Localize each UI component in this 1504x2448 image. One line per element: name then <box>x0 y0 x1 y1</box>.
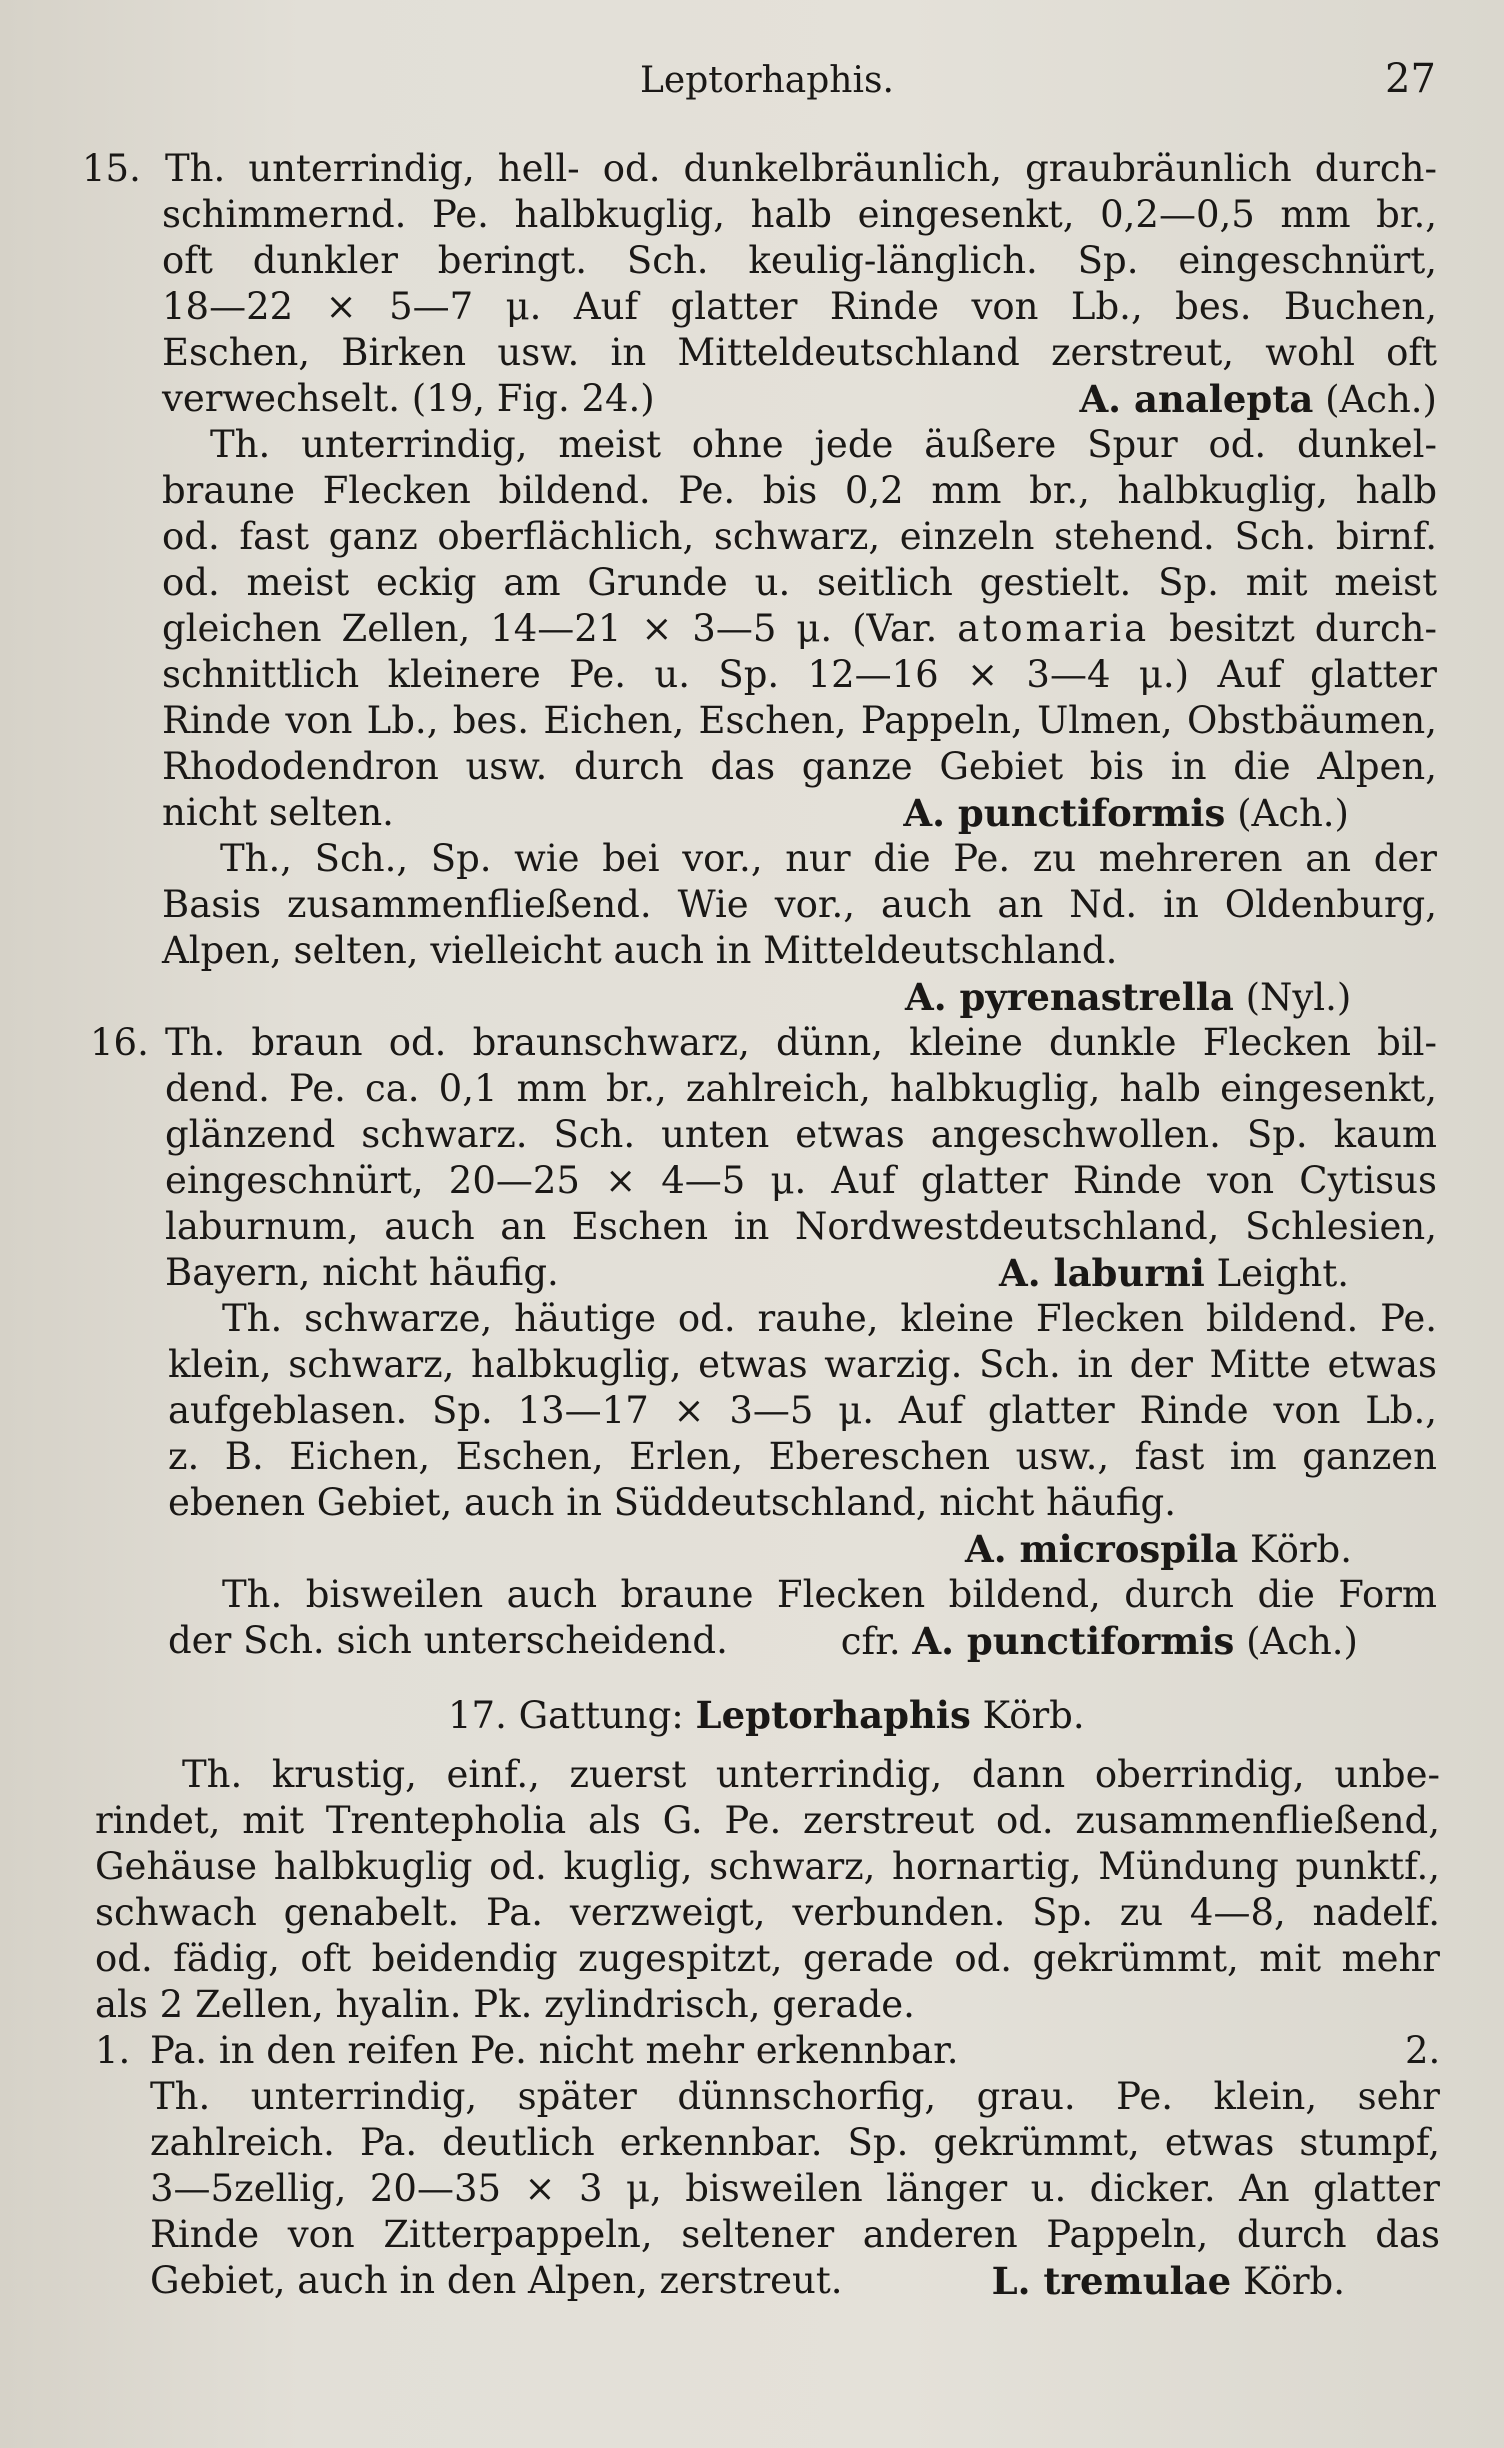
line-text: verwechselt. (19, Fig. 24.) <box>162 377 655 420</box>
text-line: rindet, mit Trentepholia als G. Pe. zerstreut od. zusammenfließend, <box>95 1799 1440 1842</box>
species-binomial: A. analepta <box>1079 377 1314 421</box>
text-line: Eschen, Birken usw. in Mitteldeutschland zerstreut, wohl oft <box>162 331 1437 374</box>
line-text: der Sch. sich unterscheidend. <box>168 1619 728 1662</box>
text-line <box>168 1618 1358 1664</box>
species-binomial: A. punctiformis <box>912 1619 1235 1663</box>
page-number: 27 <box>1385 56 1436 102</box>
key-reference: 2. <box>1405 2029 1441 2072</box>
species-name <box>841 1618 1358 1665</box>
text-line: dend. Pe. ca. 0,1 mm br., zahlreich, halbkuglig, halb eingesenkt, <box>165 1067 1437 1110</box>
text-line: Th. braun od. braunschwarz, dünn, kleine dunkle Flecken bil- <box>165 1021 1437 1064</box>
text-line: Th. unterrindig, meist ohne jede äußere Spur od. dunkel- <box>210 423 1437 466</box>
species-author: Körb. <box>1242 2260 1345 2303</box>
text-line: als 2 Zellen, hyalin. Pk. zylindrisch, gerade. <box>95 1983 915 2026</box>
text-line: Th. unterrindig, später dünnschorfig, grau. Pe. klein, sehr <box>150 2075 1440 2118</box>
text-line: Gehäuse halbkuglig od. kuglig, schwarz, hornartig, Mündung punktf., <box>95 1845 1440 1888</box>
text-line: glänzend schwarz. Sch. unten etwas angeschwollen. Sp. kaum <box>165 1113 1437 1156</box>
species-name <box>999 1250 1349 1297</box>
text-line: Rinde von Lb., bes. Eichen, Eschen, Pappeln, Ulmen, Obstbäumen, <box>162 699 1437 742</box>
text-line: eingeschnürt, 20—25 × 4—5 μ. Auf glatter Rinde von Cytisus <box>165 1159 1437 1202</box>
text-line: laburnum, auch an Eschen in Nordwestdeutschland, Schlesien, <box>165 1205 1437 1248</box>
text-line: oft dunkler beringt. Sch. keulig-länglich. Sp. eingeschnürt, <box>162 239 1437 282</box>
text-line: Th. unterrindig, hell- od. dunkelbräunlich, graubräunlich durch- <box>165 147 1437 190</box>
text-line <box>162 376 1437 422</box>
text-line: Rinde von Zitterpappeln, seltener anderen Pappeln, durch das <box>150 2213 1440 2256</box>
text-line: Th., Sch., Sp. wie bei vor., nur die Pe. zu mehreren an der <box>220 837 1437 880</box>
species-name <box>965 1526 1352 1573</box>
text-line <box>150 2258 1345 2304</box>
text-line: od. fast ganz oberflächlich, schwarz, einzeln stehend. Sch. birnf. <box>162 515 1437 558</box>
text-line: 18—22 × 5—7 μ. Auf glatter Rinde von Lb., bes. Buchen, <box>162 285 1437 328</box>
line-text: Gebiet, auch in den Alpen, zerstreut. <box>150 2259 843 2302</box>
genus-prefix: 17. Gattung: <box>448 1694 684 1737</box>
text-line: od. fädig, oft beidendig zugespitzt, gerade od. gekrümmt, mit mehr <box>95 1937 1440 1980</box>
key-text: Pa. in den reifen Pe. nicht mehr erkennbar. <box>150 2029 959 2072</box>
species-binomial: A. pyrenastrella <box>905 975 1234 1019</box>
species-author: Leight. <box>1216 1252 1349 1295</box>
cfr-label: cfr. <box>840 1620 901 1663</box>
text-line: 3—5zellig, 20—35 × 3 μ, bisweilen länger u. dicker. An glatter <box>150 2167 1440 2210</box>
genus-name: Leptorhaphis <box>695 1693 971 1737</box>
species-author: (Ach.) <box>1237 792 1349 835</box>
text-line: z. B. Eichen, Eschen, Erlen, Ebereschen usw., fast im ganzen <box>168 1435 1437 1478</box>
text-line: zahlreich. Pa. deutlich erkennbar. Sp. gekrümmt, etwas stumpf, <box>150 2121 1440 2164</box>
text-line <box>162 790 1437 836</box>
species-name <box>903 790 1349 837</box>
species-name <box>905 974 1351 1021</box>
species-binomial: A. punctiformis <box>903 791 1226 835</box>
species-author: (Ach.) <box>1246 1620 1358 1663</box>
line-text: gleichen Zellen, 14—21 × 3—5 μ. (Var. <box>162 607 938 650</box>
running-head: Leptorhaphis. <box>640 60 894 101</box>
species-author: Körb. <box>1249 1528 1352 1571</box>
text-line: aufgeblasen. Sp. 13—17 × 3—5 μ. Auf glatter Rinde von Lb., <box>168 1389 1437 1432</box>
genus-heading <box>448 1692 1085 1739</box>
text-line: Th. schwarze, häutige od. rauhe, kleine Flecken bildend. Pe. <box>222 1297 1437 1340</box>
text-line: ebenen Gebiet, auch in Süddeutschland, nicht häufig. <box>168 1481 1176 1524</box>
text-line: klein, schwarz, halbkuglig, etwas warzig. Sch. in der Mitte etwas <box>168 1343 1437 1386</box>
text-line: braune Flecken bildend. Pe. bis 0,2 mm br., halbkuglig, halb <box>162 469 1437 512</box>
text-line <box>165 1250 1437 1296</box>
species-binomial: L. tremulae <box>991 2259 1232 2303</box>
text-line: Basis zusammenfließend. Wie vor., auch an Nd. in Oldenburg, <box>162 883 1437 926</box>
species-author: (Nyl.) <box>1245 976 1352 1019</box>
text-line: Rhododendron usw. durch das ganze Gebiet bis in die Alpen, <box>162 745 1437 788</box>
entry-number: 16. <box>90 1021 149 1064</box>
species-binomial: A. microspila <box>965 1527 1239 1571</box>
genus-author: Körb. <box>982 1694 1085 1737</box>
variety-name: atomaria <box>957 607 1150 650</box>
text-line <box>162 606 1437 652</box>
line-text-tail: besitzt durch- <box>1169 607 1438 650</box>
line-text: nicht selten. <box>162 791 394 834</box>
text-line: Th. krustig, einf., zuerst unterrindig, dann oberrindig, unbe- <box>182 1753 1440 1796</box>
text-line: schwach genabelt. Pa. verzweigt, verbunden. Sp. zu 4—8, nadelf. <box>95 1891 1440 1934</box>
key-number: 1. <box>95 2029 131 2072</box>
text-line: od. meist eckig am Grunde u. seitlich gestielt. Sp. mit meist <box>162 561 1437 604</box>
line-text: Bayern, nicht häufig. <box>165 1251 559 1294</box>
species-name <box>1079 376 1437 423</box>
text-line: schimmernd. Pe. halbkuglig, halb eingesenkt, 0,2—0,5 mm br., <box>162 193 1437 236</box>
text-line: Th. bisweilen auch braune Flecken bildend, durch die Form <box>222 1573 1437 1616</box>
text-line: Alpen, selten, vielleicht auch in Mitteldeutschland. <box>162 929 1118 972</box>
entry-number: 15. <box>82 147 141 190</box>
species-binomial: A. laburni <box>999 1251 1205 1295</box>
species-name <box>992 2258 1345 2305</box>
text-line: schnittlich kleinere Pe. u. Sp. 12—16 × 3—4 μ.) Auf glatter <box>162 653 1437 696</box>
species-author: (Ach.) <box>1325 378 1437 421</box>
